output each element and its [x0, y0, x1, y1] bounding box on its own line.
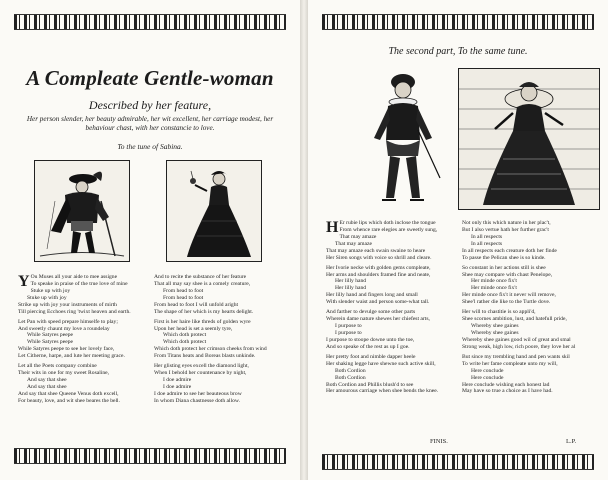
verse-line: Both Cordion	[335, 367, 366, 374]
verse-line: Shee'l rather die like to the Turtle dove.	[462, 299, 551, 306]
verse-line: From head to foot	[163, 287, 204, 294]
verse-line: Her lilly hand	[335, 285, 367, 292]
verse-line: While Satyres peepe	[27, 339, 73, 346]
verse-line: Her amourous carriage when shee bends the knee.	[326, 388, 439, 395]
verse-line: And say that shee Queene Venus doth excell,	[18, 390, 119, 397]
verse-line: That may amaze	[335, 240, 372, 247]
verse-line: That all may say shee is a comely creature,	[154, 280, 251, 287]
verse-line: Upon her head is set a seemly tyre,	[154, 325, 233, 332]
verse-line: May have so true a choice as I have had.	[462, 388, 553, 395]
verse-line: Shee may compare with chast Penelope,	[462, 271, 553, 278]
verse-line: From head to foot	[163, 294, 204, 301]
verse-line: Her pretty foot and nimble dapper heele	[326, 353, 416, 360]
verse-line: But I also vertue hath her further grac't	[462, 226, 549, 233]
woodcut-gentlewoman-left	[166, 160, 262, 262]
verse-line: Let Citherne, harpe, and lute her meeting grace.	[18, 353, 125, 360]
verse-line: Her lilly hand	[335, 278, 367, 285]
stanza	[18, 363, 152, 404]
verse-line: When I behold her countenance by night,	[154, 370, 247, 377]
verse-line: Shee scornes ambition, lust, and hatefull pride,	[462, 316, 567, 323]
verse-line: Her minde once fix't	[471, 285, 517, 292]
verse-line: I doe admire	[163, 377, 192, 384]
verse-line: From Titans heats and Boreas blasts unkinde.	[154, 353, 256, 360]
verse-line: And farther to devulge some other parts	[326, 309, 416, 316]
drop-cap: H	[326, 219, 339, 236]
verse-line: Strike up with joy your instruments of mirth	[18, 301, 117, 308]
verse-line: Their wits in one for my sweet Rosaline,	[18, 370, 110, 377]
author-initials: L.P.	[566, 438, 577, 445]
verse-line: Which doth protect her crimson cheeks from wind	[154, 346, 267, 353]
woodcut-gentleman-left	[34, 160, 130, 262]
verse-line: Her shaking legge have shewne such active skill,	[326, 360, 436, 367]
stanza	[154, 274, 294, 315]
verse-line: Let all the Poets company combine	[18, 363, 97, 370]
verse-line: I doe admire	[163, 383, 192, 390]
part-heading: The second part, To the same tune.	[388, 46, 528, 57]
verse-line: First is her haire like threds of golden wyre	[154, 318, 251, 325]
stanza	[154, 319, 294, 360]
verse-line: In all respects	[471, 240, 503, 247]
verse-line: Let Pan with speed prepare himselfe to play;	[18, 318, 118, 325]
verse-line: I doe admire to see her beauteous brow	[154, 390, 242, 397]
verse-line: Here conclude	[471, 367, 504, 374]
verse-line: Her minde once fix't	[471, 278, 517, 285]
verse-line: So constant in her actions still is shee	[462, 264, 546, 271]
verse-line: I purpose to	[335, 329, 362, 336]
verse-line: I purpose to	[335, 323, 362, 330]
verse-line: From whence rare elegies are sweetly sung,	[339, 226, 438, 233]
verse-line: Whereby shee gaines	[471, 329, 519, 336]
verse-line: While Satyres peepe to see her lovely face,	[18, 346, 115, 353]
verse-line: Both Cordion	[335, 374, 366, 381]
verse-line: Which doth protect	[163, 332, 207, 339]
verse-line: Her will to chastitie is so appli'd,	[462, 309, 536, 316]
verse-line: In all respects each creature doth her finde	[462, 247, 557, 254]
verse-line: In whom Diana chastnesse doth allow.	[154, 397, 241, 404]
verse-line: To passe the Pelican shee is so kinde.	[462, 254, 546, 261]
verse-line: Stuke up with joy	[30, 287, 71, 294]
verse-line: Ou Muses all your aide to mee assigne	[30, 274, 118, 280]
verse-line: And sweetly chaunt my love a roundelay	[18, 325, 110, 332]
verse-line: In all respects	[471, 233, 503, 240]
ballad-description: Her person slender, her beauty admirable, her wit excellent, her carriage modest, her behaviour chast, with her constancie to love.	[26, 115, 274, 132]
verse-line: To write her fame compleate unto my will,	[462, 360, 558, 367]
woodcut-gentlewoman-right	[458, 68, 600, 210]
verse-line: Strong weak, high low, rich poore, they love her al	[462, 343, 576, 350]
verse-line: Stuke up with joy	[27, 294, 67, 301]
right-page-verse-column-2	[462, 220, 606, 399]
drop-cap: Y	[18, 273, 30, 290]
tune-line: To the tune of Sabina.	[117, 142, 183, 151]
verse-line: Wherein dame nature shewes her chiefest arts,	[326, 316, 430, 323]
verse-line: Both Cordion and Phillis blush'd to see	[326, 381, 414, 388]
verse-line: That may amaze each swain swaine to heare	[326, 247, 426, 254]
verse-line: Which doth protect	[163, 339, 207, 346]
verse-line: With slender waist and person some-what tall.	[326, 299, 430, 306]
stanza	[326, 265, 460, 306]
stanza	[326, 220, 460, 261]
verse-line: And say that shee	[27, 377, 67, 384]
stanza	[18, 319, 152, 360]
verse-line: Here conclude	[471, 374, 504, 381]
book-gutter	[300, 0, 308, 480]
verse-line: Here conclude wishing each honest lad	[462, 381, 550, 388]
verse-line: Her arms and shoulders framed fine and neate,	[326, 271, 431, 278]
woodcut-gentleman-right	[356, 60, 450, 210]
stanza	[18, 274, 152, 315]
ballad-subtitle: Described by her feature,	[88, 98, 212, 112]
verse-line: The shape of her which is my hearts delight.	[154, 308, 254, 315]
verse-line: Her minde once fix't it never will remove,	[462, 292, 556, 299]
ornamental-border-top	[14, 14, 286, 30]
finis-label: FINIS.	[430, 438, 448, 445]
verse-line: Not only this which nature in her plac't,	[462, 220, 551, 226]
verse-line: Her lilly hand and fingers long and small	[326, 292, 418, 299]
verse-line: To speake in praise of the true love of mine	[30, 280, 128, 287]
verse-line: From head to foot I will unfold aright	[154, 301, 239, 308]
verse-line: But since my trembling hand and pen wants skil	[462, 353, 570, 360]
left-page-verse-column-2	[154, 274, 294, 408]
verse-line: Whereby shee gaines good wil of great and smal	[462, 336, 571, 343]
verse-line: Till piercing Ecchoes ring 'twixt heaven and earth.	[18, 308, 131, 315]
verse-line: And so speake of the rest as up I goe.	[326, 343, 410, 350]
stanza	[462, 354, 606, 395]
verse-line: For beauty, love, and wit shee beares the bell.	[18, 397, 121, 404]
left-page	[0, 0, 300, 480]
gentlewoman-figure-icon	[167, 161, 261, 261]
verse-line: Her Ivorie necke with golden gems compleate,	[326, 264, 431, 271]
ballad-title: A Compleate Gentle-woman	[26, 66, 274, 90]
verse-line: While Satyres peepe	[27, 332, 73, 339]
gentlewoman-figure-icon	[459, 69, 599, 209]
stanza	[462, 265, 606, 306]
stanza	[326, 354, 460, 395]
verse-line: Er rubie lips which doth inclose the tongue	[339, 220, 436, 226]
verse-line: I purpose to stoope downe unto the toe,	[326, 336, 415, 343]
verse-line: And say that shee	[27, 383, 67, 390]
stanza	[154, 363, 294, 404]
gentleman-figure-icon	[35, 161, 129, 261]
right-page	[308, 0, 608, 480]
gentleman-figure-icon	[356, 60, 450, 210]
verse-line: Her glisting eyes excell the diamond light,	[154, 363, 249, 370]
ornamental-border-top-right	[322, 14, 594, 30]
stanza	[462, 220, 606, 261]
verse-line: And to recite the substance of her feature	[154, 274, 247, 280]
stanza	[326, 309, 460, 350]
right-page-verse-column-1	[326, 220, 460, 399]
left-page-verse-column-1	[18, 274, 152, 408]
ornamental-border-bottom-right	[322, 454, 594, 470]
verse-line: That may amaze	[339, 233, 377, 240]
verse-line: Whereby shee gaines	[471, 323, 519, 330]
ornamental-border-bottom	[14, 448, 286, 464]
verse-line: Her Siren songs with voice so shrill and cleare.	[326, 254, 432, 261]
stanza	[462, 309, 606, 350]
